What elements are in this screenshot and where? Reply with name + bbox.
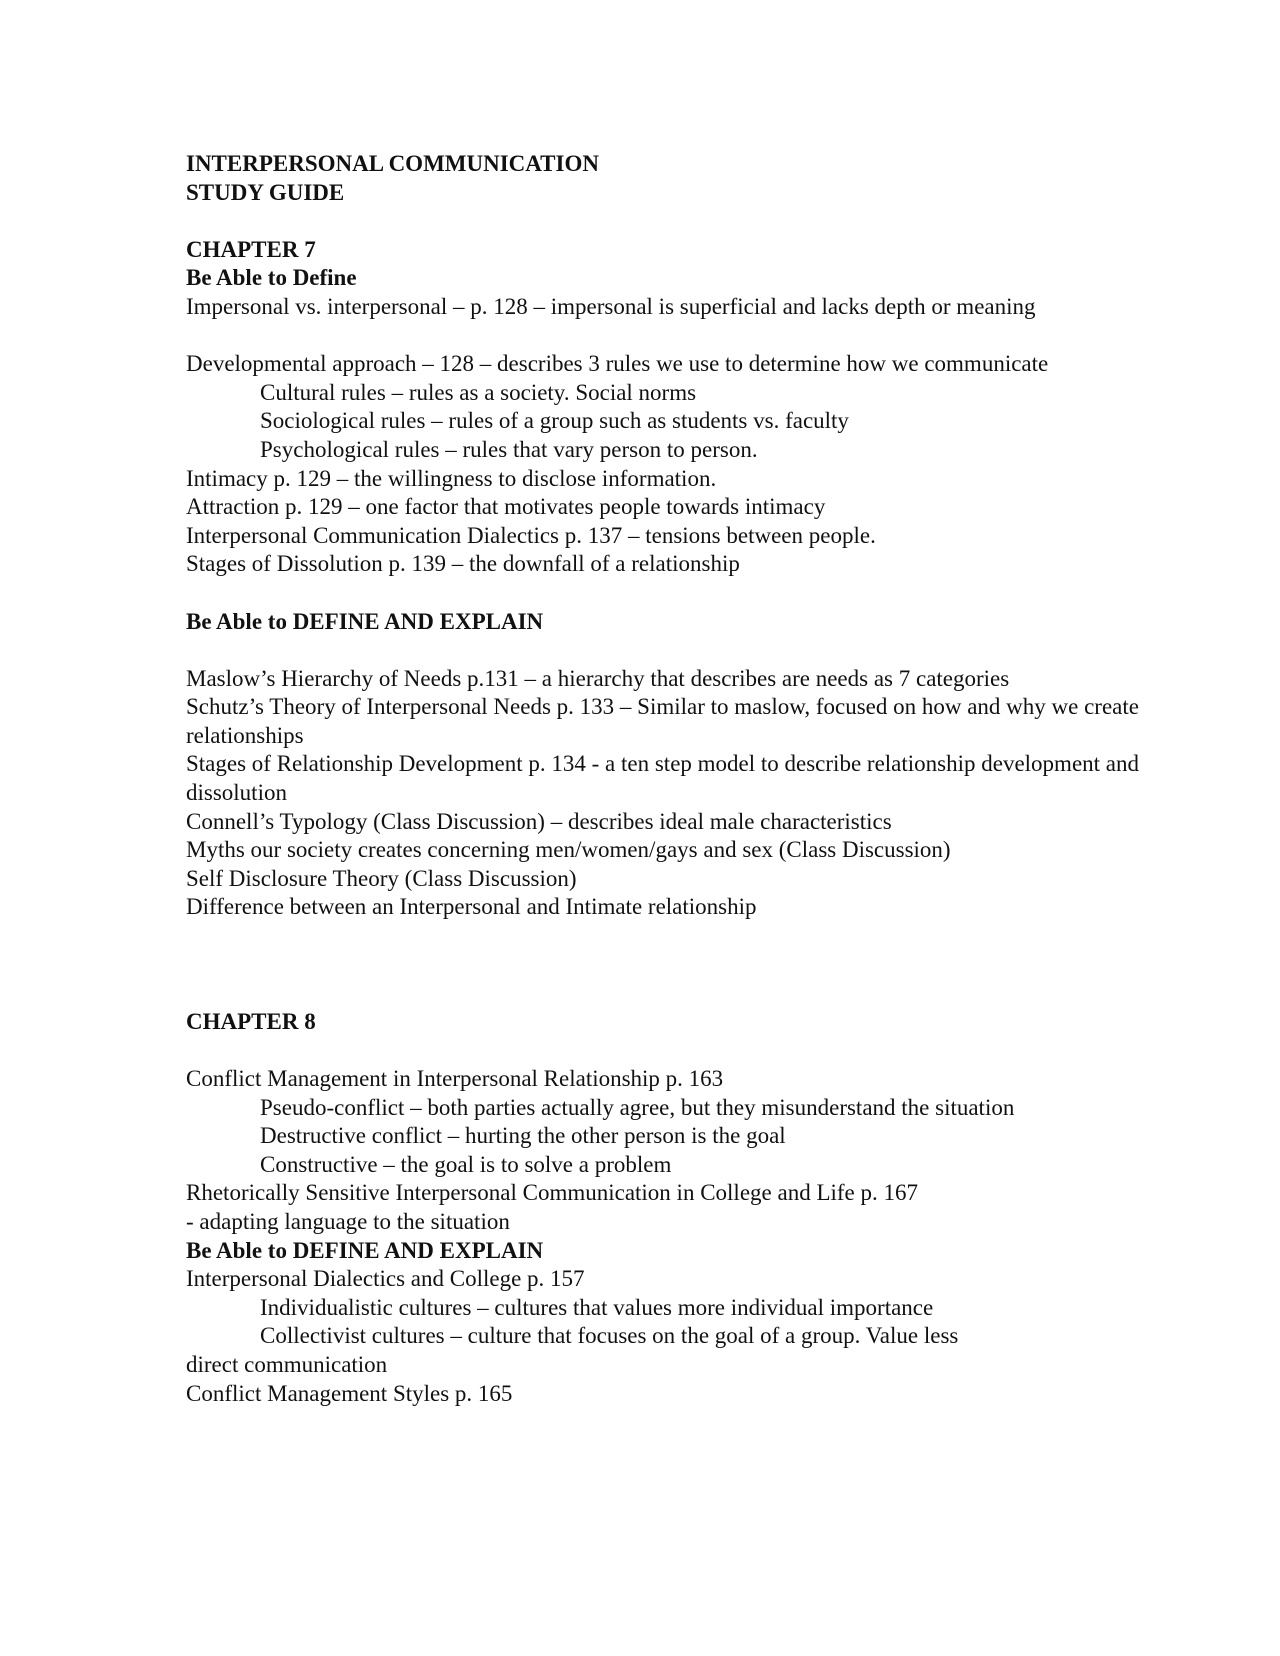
ch7-define-explain-heading: Be Able to DEFINE AND EXPLAIN: [186, 608, 544, 634]
chapter-7-heading: CHAPTER 7: [186, 236, 316, 262]
ch7-sociological-rules-item: Sociological rules – rules of a group such as students vs. faculty: [260, 408, 849, 434]
ch7-cultural-rules-item: Cultural rules – rules as a society. Social norms: [260, 379, 697, 405]
ch7-attraction-item: Attraction p. 129 – one factor that motivates people towards intimacy: [186, 494, 826, 520]
ch8-collectivist-item: Collectivist cultures – culture that focuses on the goal of a group. Value less: [260, 1323, 959, 1349]
document-title: INTERPERSONAL COMMUNICATION: [186, 151, 599, 176]
ch7-schutz-item: Schutz’s Theory of Interpersonal Needs p. 133 – Similar to maslow, focused on how and why we create relationships: [186, 694, 1139, 748]
ch7-stages-development-item: Stages of Relationship Development p. 134 - a ten step model to describe relationship development and dissolution: [186, 751, 1139, 806]
ch7-developmental-item: Developmental approach – 128 – describes 3 rules we use to determine how we communicate: [186, 351, 1049, 377]
ch8-styles-item: Conflict Management Styles p. 165: [186, 1380, 513, 1406]
ch7-self-disclosure-item: Self Disclosure Theory (Class Discussion): [186, 865, 577, 891]
ch7-define-heading: Be Able to Define: [186, 265, 357, 291]
chapter-8-heading: CHAPTER 8: [186, 1008, 316, 1034]
spacer: [186, 322, 1186, 351]
ch8-conflict-management-item: Conflict Management in Interpersonal Relationship p. 163: [186, 1066, 724, 1092]
ch7-impersonal-item: Impersonal vs. interpersonal – p. 128 – impersonal is superficial and lacks depth or meaning: [186, 293, 1036, 319]
spacer: [186, 579, 1186, 608]
ch7-psychological-rules-item: Psychological rules – rules that vary person to person.: [260, 436, 758, 462]
ch8-define-explain-heading: Be Able to DEFINE AND EXPLAIN: [186, 1237, 544, 1263]
ch7-maslow-item: Maslow’s Hierarchy of Needs p.131 – a hierarchy that describes are needs as 7 categories: [186, 665, 1010, 691]
ch8-pseudo-conflict-item: Pseudo-conflict – both parties actually agree, but they misunderstand the situation: [260, 1094, 1015, 1120]
ch8-individualistic-item: Individualistic cultures – cultures that values more individual importance: [260, 1294, 934, 1320]
ch7-myths-item: Myths our society creates concerning men/women/gays and sex (Class Discussion): [186, 837, 951, 863]
ch7-dialectics-item: Interpersonal Communication Dialectics p. 137 – tensions between people.: [186, 522, 876, 548]
ch7-intimacy-item: Intimacy p. 129 – the willingness to disclose information.: [186, 465, 717, 491]
document-page: [186, 150, 1186, 1408]
spacer: [186, 1036, 1186, 1065]
ch7-connell-item: Connell’s Typology (Class Discussion) – describes ideal male characteristics: [186, 808, 892, 834]
ch8-collectivist-continued: direct communication: [186, 1351, 388, 1377]
spacer: [186, 922, 1186, 1008]
ch8-rhetorical-item: Rhetorically Sensitive Interpersonal Communication in College and Life p. 167: [186, 1180, 919, 1206]
ch7-difference-item: Difference between an Interpersonal and Intimate relationship: [186, 894, 757, 920]
ch8-constructive-item: Constructive – the goal is to solve a problem: [260, 1151, 672, 1177]
ch8-adapting-item: - adapting language to the situation: [186, 1208, 510, 1234]
ch7-dissolution-item: Stages of Dissolution p. 139 – the downfall of a relationship: [186, 551, 740, 577]
document-subtitle: STUDY GUIDE: [186, 179, 345, 205]
ch8-destructive-conflict-item: Destructive conflict – hurting the other person is the goal: [260, 1123, 786, 1149]
spacer: [186, 636, 1186, 665]
ch8-dialectics-college-item: Interpersonal Dialectics and College p. 157: [186, 1266, 585, 1292]
spacer: [186, 207, 1186, 236]
